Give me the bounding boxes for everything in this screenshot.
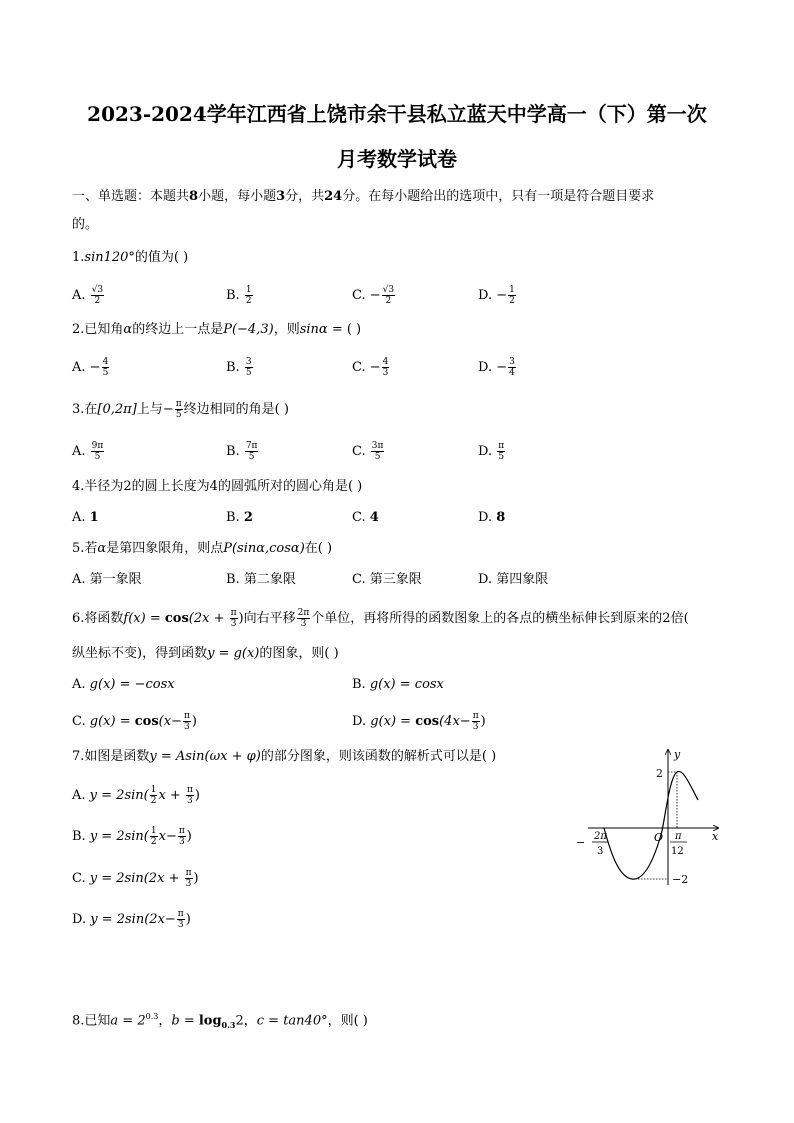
sine-curve — [604, 771, 698, 879]
q2-option-b[interactable]: B. $\frac{3}{5}$ — [226, 357, 252, 378]
left-tick-den: 3 — [597, 846, 604, 857]
question-8: 8.已知$a = 2^{0.3}$，$b = \log_{0.3}2$，c = tan40°，则( ) — [72, 1012, 368, 1030]
q3-option-d[interactable]: D. $\frac{\pi}{5}$ — [478, 441, 505, 462]
x-axis-label: x — [712, 830, 719, 843]
q4-option-b[interactable]: B. 2 — [226, 510, 253, 525]
q2-option-a[interactable]: A. − $\frac{4}{5}$ — [72, 357, 109, 378]
question-6: 6.将函数f(x) = cos(2x + $\frac{\pi}{3}$ )向右平移 $\frac{2\pi}{3}$ 个单位，再将所得的函数图象上的各点的横坐标伸长到原来的2倍( — [72, 608, 689, 629]
q1-option-b[interactable]: B. $\frac{1}{2}$ — [226, 285, 252, 306]
max-label: 2 — [656, 767, 663, 780]
question-2: 2.已知角α的终边上一点是P(−4,3)，则sinα = ( ) — [72, 322, 362, 337]
q5-option-b[interactable]: B. 第二象限 — [226, 572, 296, 587]
q5-option-d[interactable]: D. 第四象限 — [478, 572, 549, 587]
q4-option-c[interactable]: C. 4 — [352, 510, 379, 525]
right-tick-den: 12 — [671, 846, 684, 857]
left-tick-sign: − — [576, 836, 586, 849]
left-tick-num: 2π — [594, 831, 607, 842]
q4-option-a[interactable]: A. 1 — [72, 510, 99, 525]
q7-option-b[interactable]: B. y = 2sin( $\frac{1}{2}$ x− $\frac{\pi}{3}$ ) — [72, 826, 192, 847]
q6-option-b[interactable]: B. g(x) = cosx — [352, 677, 444, 692]
question-7: 7.如图是函数y = Asin(ωx + φ)的部分图象，则该函数的解析式可以是( ) — [72, 749, 497, 764]
question-5: 5.若α是第四象限角，则点P(sinα,cosα)在( ) — [72, 541, 333, 556]
q6-option-c[interactable]: C. g(x) = cos(x− $\frac{\pi}{3}$ ) — [72, 711, 197, 732]
q5-option-a[interactable]: A. 第一象限 — [72, 572, 142, 587]
q6-option-d[interactable]: D. g(x) = cos(4x− $\frac{\pi}{3}$ ) — [352, 711, 486, 732]
q1-option-c[interactable]: C. − $\frac{√3}{2}$ — [352, 285, 395, 306]
q1-option-d[interactable]: D. − $\frac{1}{2}$ — [478, 285, 515, 306]
q3-option-b[interactable]: B. $\frac{7\pi}{5}$ — [226, 441, 258, 462]
question-3: 3.在[0,2π]上与− $\frac{\pi}{5}$ 终边相同的角是( ) — [72, 399, 289, 420]
q7-option-d[interactable]: D. y = 2sin(2x− $\frac{\pi}{3}$ ) — [72, 909, 191, 930]
q3-option-a[interactable]: A. $\frac{9\pi}{5}$ — [72, 441, 104, 462]
section-heading-cont: 的。 — [72, 217, 99, 232]
q7-option-c[interactable]: C. y = 2sin(2x + $\frac{\pi}{3}$ ) — [72, 868, 199, 889]
section-heading: 一、单选题：本题共8小题，每小题3分，共24分。在每小题给出的选项中，只有一项是符合题目要求 — [72, 189, 655, 204]
origin-label: O — [654, 831, 664, 844]
right-tick-num: π — [675, 831, 682, 842]
q2-option-d[interactable]: D. − $\frac{3}{4}$ — [478, 357, 515, 378]
min-label: −2 — [672, 873, 689, 886]
question-6-cont: 纵坐标不变)，得到函数y = g(x)的图象，则( ) — [72, 646, 339, 661]
q5-option-c[interactable]: C. 第三象限 — [352, 572, 422, 587]
y-axis-label: y — [674, 748, 681, 761]
q4-option-d[interactable]: D. 8 — [478, 510, 506, 525]
q7-option-a[interactable]: A. y = 2sin( $\frac{1}{2}$ x + $\frac{\pi}{3}$ ) — [72, 785, 200, 806]
sine-graph-figure — [570, 745, 730, 890]
title-line-2: 月考数学试卷 — [337, 147, 457, 171]
title-line-1: 2023-2024学年江西省上饶市余干县私立蓝天中学高一（下）第一次 — [87, 102, 707, 126]
q1-option-a[interactable]: A. $\frac{√3}{2}$ — [72, 285, 104, 306]
q3-option-c[interactable]: C. $\frac{3\pi}{5}$ — [352, 441, 384, 462]
question-4: 4.半径为2的圆上长度为4的圆弧所对的圆心角是( ) — [72, 479, 363, 494]
q6-option-a[interactable]: A. g(x) = −cosx — [72, 677, 175, 692]
q2-option-c[interactable]: C. − $\frac{4}{3}$ — [352, 357, 389, 378]
question-1: 1.sin120°的值为( ) — [72, 250, 189, 265]
